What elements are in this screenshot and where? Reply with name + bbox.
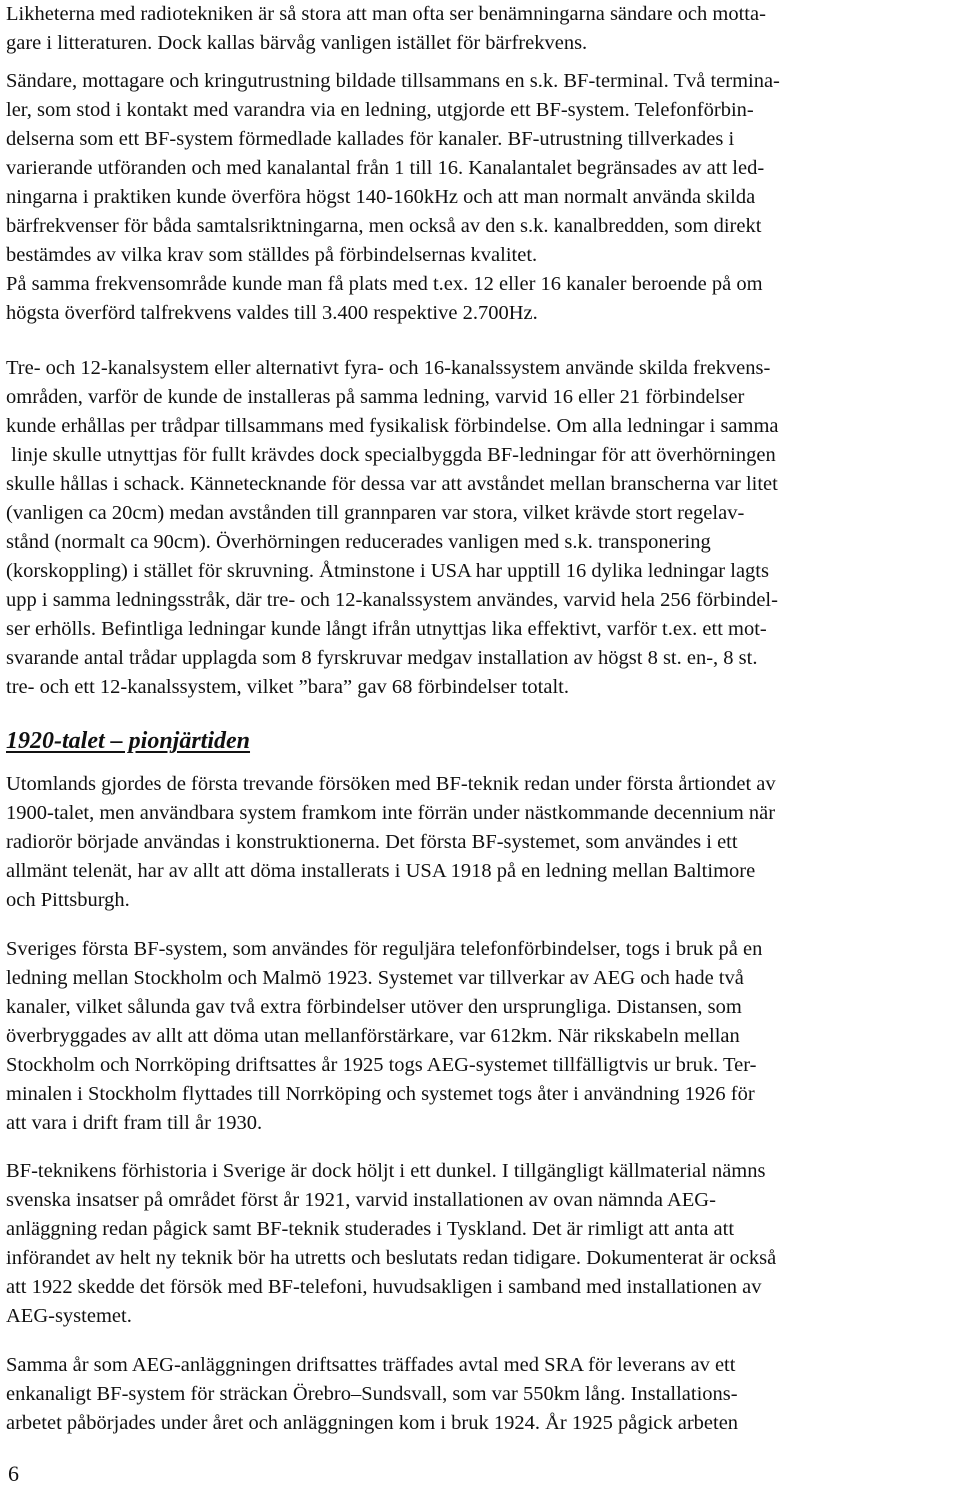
text-line: och Pittsburgh. [6, 889, 130, 911]
text-line: På samma frekvensområde kunde man få plats med t.ex. 12 eller 16 kanaler beroende på om [6, 273, 763, 295]
text-line: linje skulle utnyttjas för fullt krävdes dock specialbyggda BF-ledningar för att överhörningen [6, 444, 776, 466]
text-line: arbetet påbörjades under året och anläggningen kom i bruk 1924. År 1925 pågick arbeten [6, 1412, 739, 1434]
text-line: kunde erhållas per trådpar tillsammans med fysikalisk förbindelse. Om alla ledningar i samma [6, 415, 779, 437]
text-line: minalen i Stockholm flyttades till Norrköping och systemet togs åter i användning 1926 för [6, 1083, 755, 1105]
text-line: Sveriges första BF-system, som användes för reguljära telefonförbindelser, togs i bruk på en [6, 938, 763, 960]
text-line: Samma år som AEG-anläggningen driftsattes träffades avtal med SRA för leverans av ett [6, 1354, 736, 1376]
text-line: stånd (normalt ca 90cm). Överhörningen reducerades vanligen med s.k. transponering [6, 531, 711, 553]
paragraph [6, 67, 780, 328]
text-line: ler, som stod i kontakt med varandra via en ledning, utgjorde ett BF-system. Telefonförbin- [6, 99, 754, 121]
text-line: införandet av helt ny teknik bör ha utretts och beslutats redan tidigare. Dokumenterat är också [6, 1247, 777, 1269]
text-line: allmänt telenät, har av allt att döma installerats i USA 1918 på en ledning mellan Baltimore [6, 860, 756, 882]
text-line: svarande antal trådar upplagda som 8 fyrskruvar medgav installation av högst 8 st. en-, 8 st. [6, 647, 758, 669]
text-line: att vara i drift fram till år 1930. [6, 1112, 263, 1134]
text-line: ledning mellan Stockholm och Malmö 1923. Systemet var tillverkar av AEG och hade två [6, 967, 744, 989]
text-line: ningarna i praktiken kunde överföra högst 140-160kHz och att man normalt använda skilda [6, 186, 756, 208]
text-line: (korskoppling) i stället för skruvning. Åtminstone i USA har upptill 16 dylika ledningar lagts [6, 560, 769, 582]
paragraph [6, 935, 762, 1138]
section-heading: 1920-talet – pionjärtiden [6, 728, 251, 754]
paragraph [6, 770, 776, 915]
paragraph [6, 1351, 738, 1438]
text-line: bärfrekvenser för båda samtalsriktningarna, men också av den s.k. kanalbredden, som direkt [6, 215, 762, 237]
text-line: varierande utföranden och med kanalantal från 1 till 16. Kanalantalet begränsades av att led- [6, 157, 765, 179]
text-line: gare i litteraturen. Dock kallas bärvåg vanligen istället för bärfrekvens. [6, 32, 588, 54]
text-line: upp i samma ledningsstråk, där tre- och 12-kanalssystem användes, varvid hela 256 förbindel- [6, 589, 778, 611]
text-line: Tre- och 12-kanalsystem eller alternativt fyra- och 16-kanalssystem använde skilda frekvens- [6, 357, 771, 379]
text-line: radiorör började användas i konstruktionerna. Det första BF-systemet, som användes i ett [6, 831, 738, 853]
text-line: svenska insatser på området först år 1921, varvid installationen av ovan nämnda AEG- [6, 1189, 716, 1211]
text-line: kanaler, vilket sålunda gav två extra förbindelser utöver den ursprungliga. Distansen, som [6, 996, 742, 1018]
text-line: områden, varför de kunde de installeras på samma ledning, varvid 16 eller 21 förbindelser [6, 386, 745, 408]
text-line: enkanaligt BF-system för sträckan Örebro–Sundsvall, som var 550km lång. Installations- [6, 1383, 738, 1405]
text-line: (vanligen ca 20cm) medan avstånden till grannparen var stora, vilket krävde stort regelav- [6, 502, 745, 524]
text-line: bestämdes av vilka krav som ställdes på förbindelsernas kvalitet. [6, 244, 538, 266]
text-line: ser erhölls. Befintliga ledningar kunde långt ifrån utnyttjas lika effektivt, varför t.ex. ett mot- [6, 618, 767, 640]
text-line: 1900-talet, men användbara system framkom inte förrän under nästkommande decennium när [6, 802, 776, 824]
text-line: Stockholm och Norrköping driftsattes år 1925 togs AEG-systemet tillfälligtvis ur bruk. Ter- [6, 1054, 757, 1076]
text-line: delserna som ett BF-system förmedlade kallades för kanaler. BF-utrustning tillverkades i [6, 128, 735, 150]
text-line: överbryggades av allt att döma utan mellanförstärkare, var 612km. När rikskabeln mellan [6, 1025, 740, 1047]
text-line: högsta överförd talfrekvens valdes till 3.400 respektive 2.700Hz. [6, 302, 538, 324]
text-line: tre- och ett 12-kanalssystem, vilket ”bara” gav 68 förbindelser totalt. [6, 676, 569, 698]
text-line: Likheterna med radiotekniken är så stora att man ofta ser benämningarna sändare och motta- [6, 3, 766, 25]
text-line: BF-teknikens förhistoria i Sverige är dock höljt i ett dunkel. I tillgängligt källmaterial nämns [6, 1160, 766, 1182]
text-line: AEG-systemet. [6, 1305, 132, 1327]
text-line: anläggning redan pågick samt BF-teknik studerades i Tyskland. Det är rimligt att anta att [6, 1218, 735, 1240]
text-line: skulle hållas i schack. Kännetecknande för dessa var att avståndet mellan branscherna var litet [6, 473, 778, 495]
text-line: Utomlands gjordes de första trevande försöken med BF-teknik redan under första årtiondet av [6, 773, 776, 795]
page-number: 6 [8, 1461, 19, 1486]
text-line: Sändare, mottagare och kringutrustning bildade tillsammans en s.k. BF-terminal. Två termina- [6, 70, 780, 92]
text-line: att 1922 skedde det försök med BF-telefoni, huvudsakligen i samband med installationen av [6, 1276, 762, 1298]
paragraph [6, 1157, 776, 1331]
paragraph [6, 0, 766, 58]
paragraph [6, 354, 779, 702]
